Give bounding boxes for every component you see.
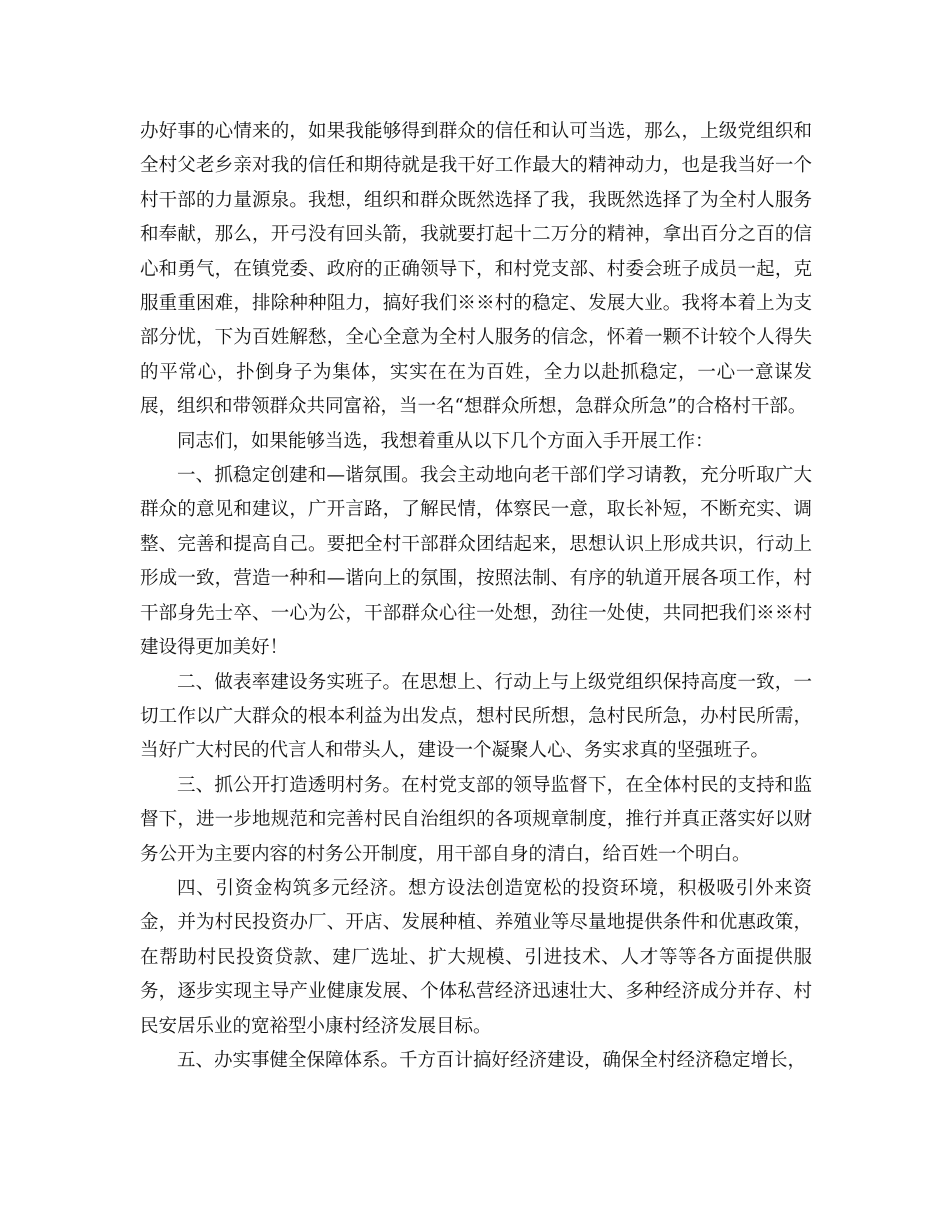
document-body [140, 115, 812, 1078]
paragraph-intro: 同志们，如果能够当选，我想着重从以下几个方面入手开展工作： [177, 430, 714, 452]
paragraph-item-4: 四、引资金构筑多元经济。想方设法创造宽松的投资环境，积极吸引外来资金，并为村民投资办厂、开店、发展种植、养殖业等尽量地提供条件和优惠政策，在帮助村民投资贷款、建厂选址、扩大规模、引进技术、人才等等各方面提供服务，逐步实现主导产业健康发展、个体私营经济迅速壮大、多种经济成分并存、村民安居乐业的宽裕型小康村经济发展目标。 [140, 877, 812, 1037]
paragraph-item-5: 五、办实事健全保障体系。千方百计搞好经济建设，确保全村经济稳定增长， [177, 1049, 807, 1071]
paragraph-item-3: 三、抓公开打造透明村务。在村党支部的领导监督下，在全体村民的支持和监督下，进一步地规范和完善村民自治组织的各项规章制度，推行并真正落实好以财务公开为主要内容的村务公开制度，用干部自身的清白，给百姓一个明白。 [140, 774, 812, 865]
paragraph-continuation: 办好事的心情来的，如果我能够得到群众的信任和认可当选，那么，上级党组织和全村父老乡亲对我的信任和期待就是我干好工作最大的精神动力，也是我当好一个村干部的力量源泉。我想，组织和群众既然选择了我，我既然选择了为全村人服务和奉献，那么，开弓没有回头箭，我就要打起十二万分的精神，拿出百分之百的信心和勇气，在镇党委、政府的正确领导下，和村党支部、村委会班子成员一起，克服重重困难，排除种种阻力，搞好我们※※村的稳定、发展大业。我将本着上为支部分忧，下为百姓解愁，全心全意为全村人服务的信念，怀着一颗不计较个人得失的平常心，扑倒身子为集体，实实在在为百姓，全力以赴抓稳定，一心一意谋发展，组织和带领群众共同富裕，当一名“想群众所想，急群众所急”的合格村干部。 [140, 121, 812, 418]
paragraph-item-2: 二、做表率建设务实班子。在思想上、行动上与上级党组织保持高度一致，一切工作以广大群众的根本利益为出发点，想村民所想，急村民所急，办村民所需，当好广大村民的代言人和带头人，建设一个凝聚人心、务实求真的坚强班子。 [140, 671, 812, 762]
paragraph-item-1: 一、抓稳定创建和—谐氛围。我会主动地向老干部们学习请教，充分听取广大群众的意见和建议，广开言路，了解民情，体察民一意，取长补短，不断充实、调整、完善和提高自己。要把全村干部群众团结起来，思想认识上形成共识，行动上形成一致，营造一种和—谐向上的氛围，按照法制、有序的轨道开展各项工作，村干部身先士卒、一心为公，干部群众心往一处想，劲往一处使，共同把我们※※村建设得更加美好！ [140, 465, 812, 659]
